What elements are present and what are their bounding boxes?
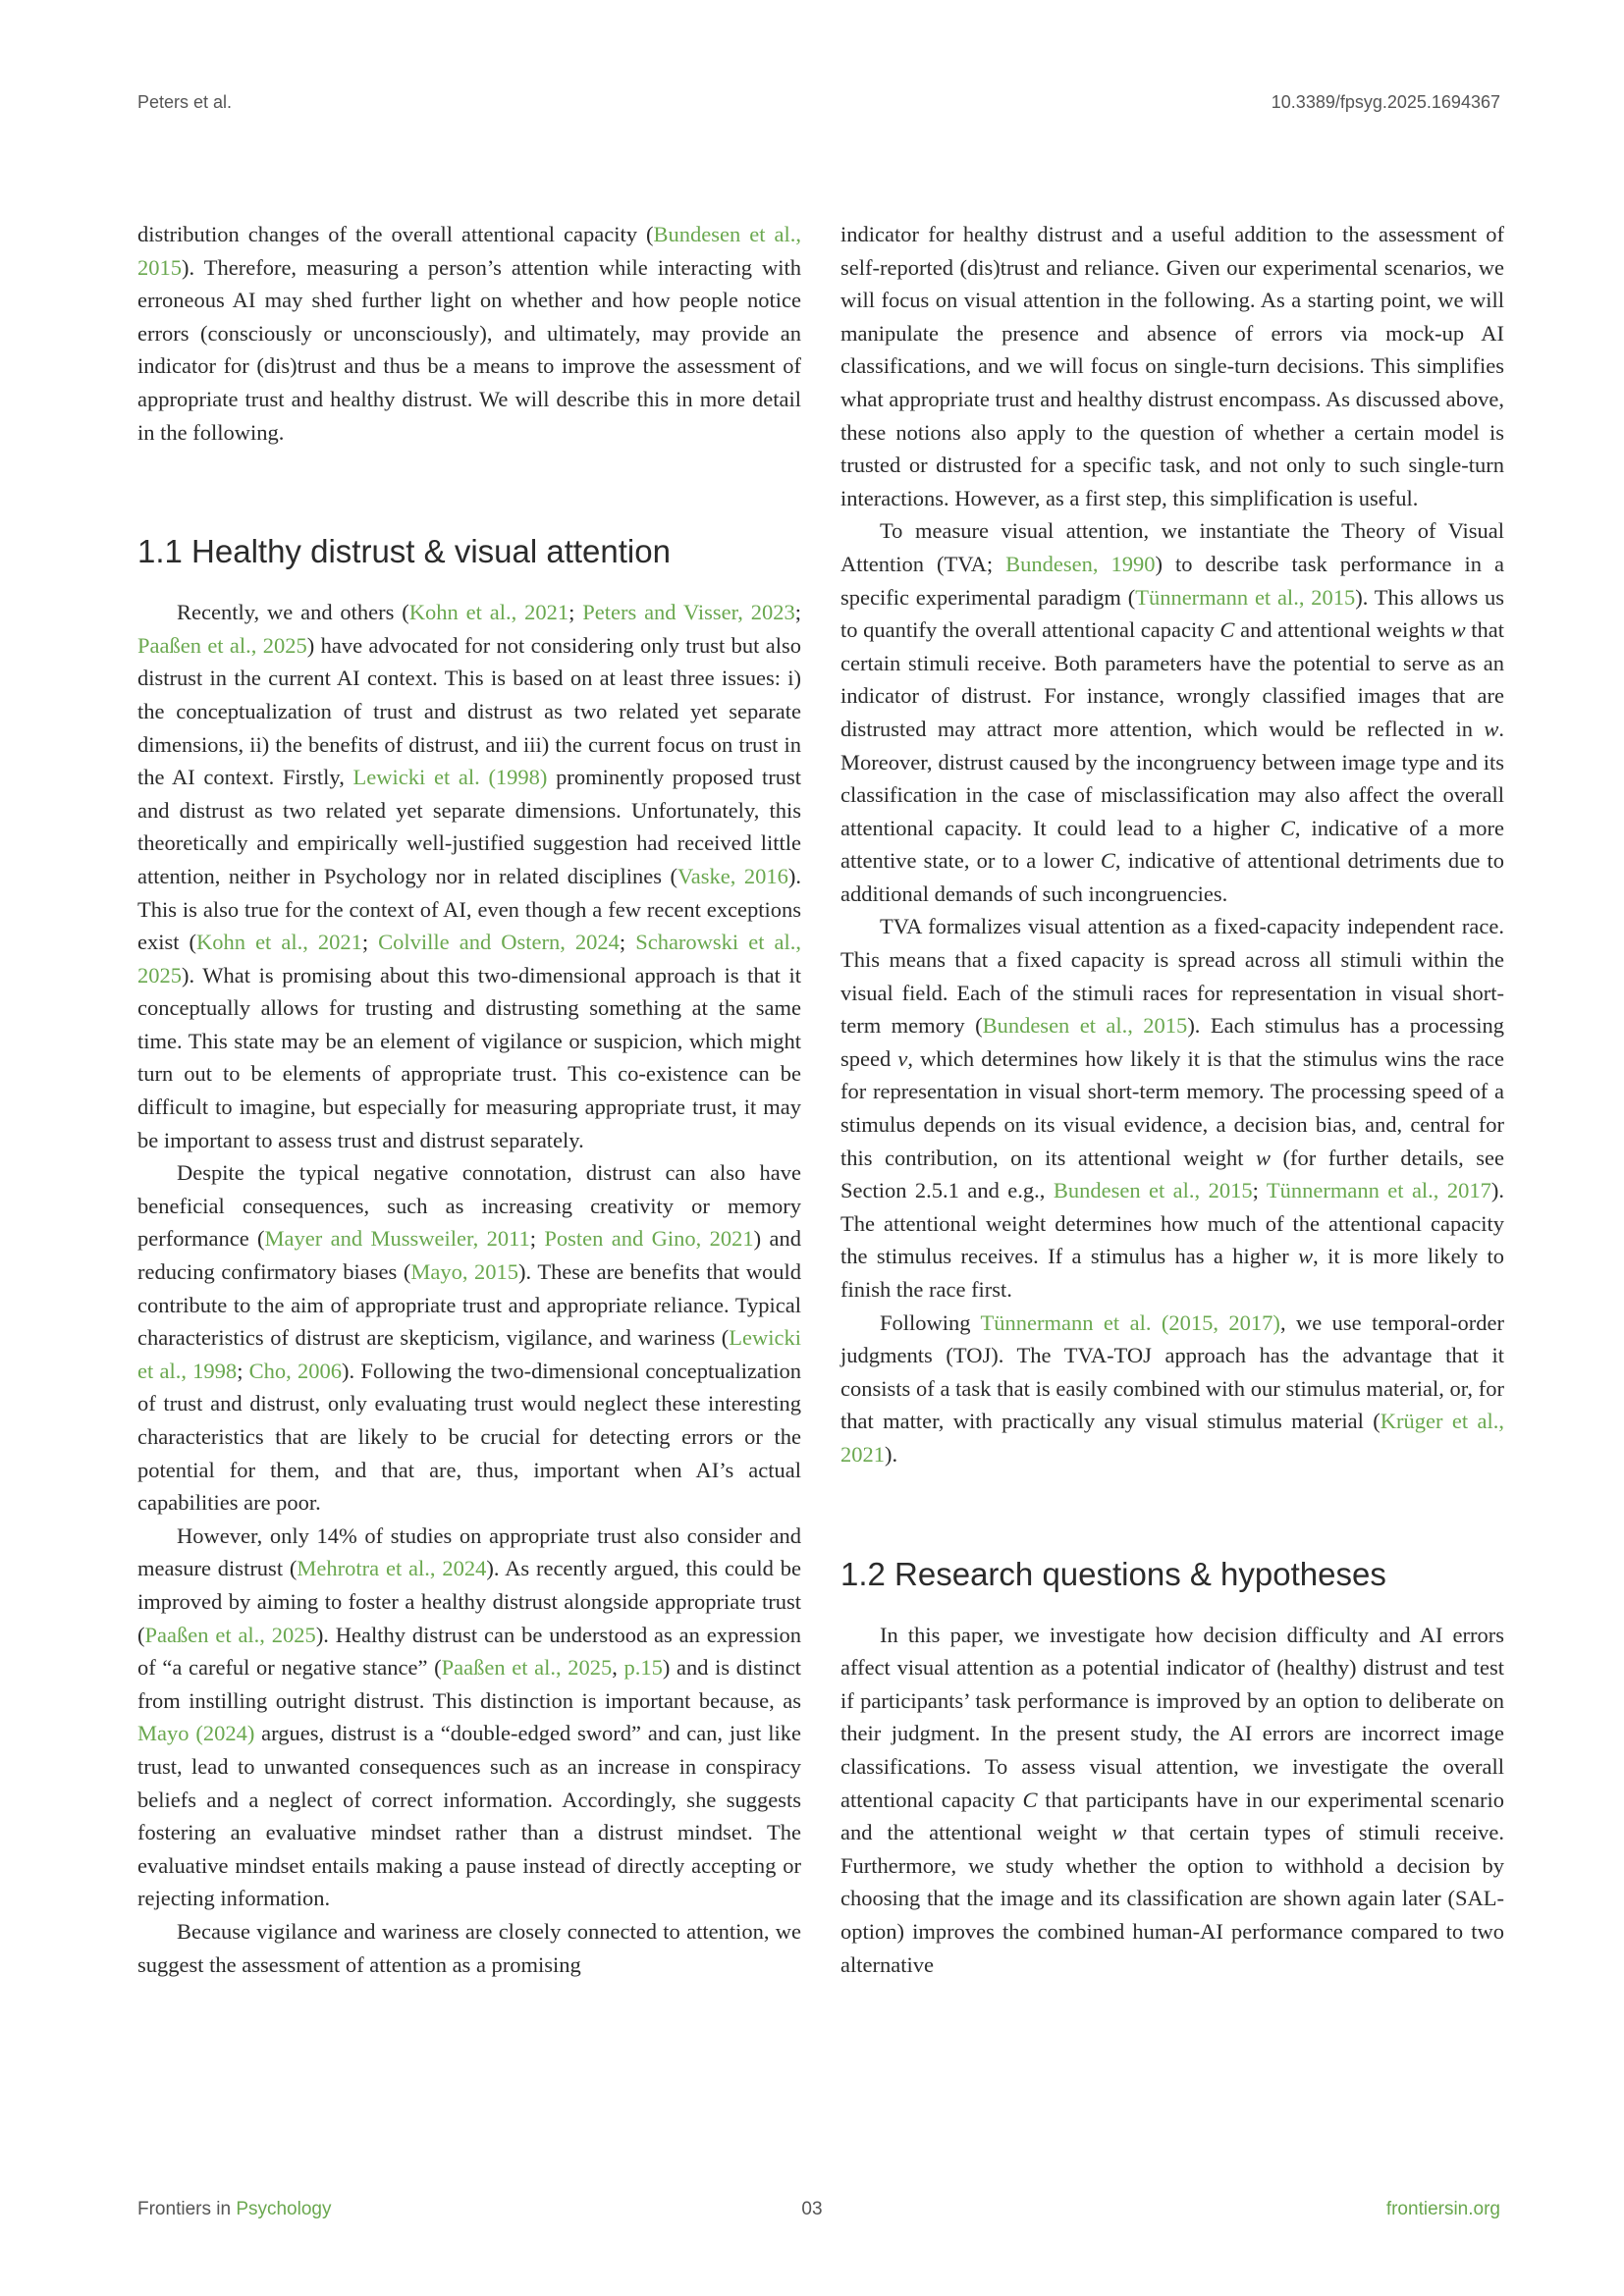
citation-link[interactable]: Bundesen et al., 2015 [1053, 1178, 1253, 1203]
page-number: 03 [801, 2199, 823, 2219]
paragraph-intro-continuation: distribution changes of the overall attentional capacity (Bundesen et al., 2015). Therefore, measuring a person’s attention while interacting with erroneous AI may shed further light on whether and how people notice errors (consciously or unconsciously), and ultimately, may provide an indicator for (dis)trust and thus be a means to improve the assessment of appropriate trust and healthy distrust. We will describe this in more detail in the following. [137, 222, 802, 445]
paragraph-tva-measurement: To measure visual attention, we instantiate the Theory of Visual Attention (TVA; Bundesen, 1990) to describe task performance in a specific experimental paradigm (Tünnermann et al., 2015). This allows us to quantify the overall attentional capacity C and attentional weights w that certain stimuli receive. Both parameters have the potential to serve as an indicator of distrust. For instance, wrongly classified images that are distrusted may attract more attention, which would be reflected in w. Moreover, distrust caused by the incongruency between image type and its classification in the case of misclassification may also affect the overall attentional capacity. It could lead to a higher C, indicative of a more attentive state, or to a lower C, indicative of attentional detriments due to additional demands of such incongruencies. [840, 518, 1505, 906]
running-header-doi[interactable]: 10.3389/fpsyg.2025.1694367 [1271, 92, 1500, 112]
citation-link[interactable]: Mayer and Mussweiler, 2011 [264, 1226, 530, 1252]
citation-link[interactable]: Tünnermann et al., 2015 [1135, 584, 1356, 610]
paragraph-distrust-benefits: Despite the typical negative connotation, distrust can also have beneficial consequences, such as increasing creativity or memory performance (Mayer and Mussweiler, 2011; Posten and Gino, 2021) and reducing confirmatory biases (Mayo, 2015). These are benefits that would contribute to the aim of appropriate trust and appropriate reliance. Typical characteristics of distrust are skepticism, vigilance, and wariness (Lewicki et al., 1998; Cho, 2006). Following the two-dimensional conceptualization of trust and distrust, only evaluating trust would neglect these interesting characteristics that are likely to be crucial for detecting errors or the potential for them, and that are, thus, important when AI’s actual capabilities are poor. [137, 1160, 801, 1516]
running-header-authors: Peters et al. [137, 92, 233, 112]
paragraph-healthy-distrust: However, only 14% of studies on appropriate trust also consider and measure distrust (Mehrotra et al., 2024). As recently argued, this could be improved by aiming to foster a healthy distrust alongside appropriate trust (Paaßen et al., 2025). Healthy distrust can be understood as an expression of “a careful or negative stance” (Paaßen et al., 2025, p.15) and is distinct from instilling outright distrust. This distinction is important because, as Mayo (2024) argues, distrust is a “double-edged sword” and can, just like trust, lead to unwanted consequences such as an increase in conspiracy beliefs and a neglect of correct information. Accordingly, she suggests fostering an evaluative mindset rather than a distrust mindset. The evaluative mindset entails making a pause instead of directly accepting or rejecting information. [137, 1522, 802, 1911]
citation-link[interactable]: Scharowski et al., 2025 [137, 930, 801, 988]
citation-link[interactable]: Bundesen, 1990 [1005, 551, 1156, 576]
citation-link[interactable]: Tünnermann et al., 2017 [1266, 1178, 1491, 1203]
citation-link[interactable]: Mayo, 2015 [410, 1259, 519, 1285]
section-heading-1-1: 1.1 Healthy distrust & visual attention [137, 533, 671, 570]
citation-link[interactable]: Lewicki et al., 1998 [137, 1325, 801, 1383]
paragraph-tva-race: TVA formalizes visual attention as a fixed-capacity independent race. This means that a fixed capacity is spread across all stimuli within the visual field. Each of the stimuli races for representation in visual short-term memory (Bundesen et al., 2015). Each stimulus has a processing speed v, which determines how likely it is that the stimulus wins the race for representation in visual short-term memory. The processing speed of a stimulus depends on its visual evidence, a decision bias, and, central for this contribution, on its attentional weight w (for further details, see Section 2.5.1 and e.g., Bundesen et al., 2015; Tünnermann et al., 2017). The attentional weight determines how much of the attentional capacity the stimulus receives. If a stimulus has a higher w, it is more likely to finish the race first. [840, 914, 1505, 1302]
citation-link[interactable]: p.15 [623, 1655, 663, 1681]
paragraph-research-questions: In this paper, we investigate how decision difficulty and AI errors affect visual attention as a potential indicator of (healthy) distrust and test if participants’ task performance is improved by an option to deliberate on their judgment. In the present study, the AI errors are incorrect image classifications. To assess visual attention, we investigate the overall attentional capacity C that participants have in our experimental scenario and the attentional weight w that certain types of stimuli receive. Furthermore, we study whether the option to withhold a decision by choosing that the image and its classification are shown again later (SAL-option) improves the combined human-AI performance compared to two alternative [840, 1622, 1504, 1977]
citation-link[interactable]: Krüger et al., 2021 [840, 1409, 1505, 1467]
citation-link[interactable]: Colville and Ostern, 2024 [378, 930, 620, 955]
section-heading-1-2: 1.2 Research questions & hypotheses [840, 1555, 1386, 1592]
footer-site-link[interactable]: frontiersin.org [1385, 2199, 1500, 2219]
paragraph-attention-indicator: Because vigilance and wariness are closely connected to attention, we suggest the assessment of attention as a promising [137, 1918, 801, 1977]
citation-link[interactable]: Cho, 2006 [248, 1358, 343, 1383]
citation-link[interactable]: Peters and Visser, 2023 [582, 600, 795, 625]
citation-link[interactable]: Tünnermann et al. (2015, 2017) [980, 1309, 1280, 1335]
citation-link[interactable]: Paaßen et al., 2025 [441, 1655, 613, 1681]
citation-link[interactable]: Kohn et al., 2021 [408, 600, 569, 625]
paragraph-distrust-dimensions: Recently, we and others (Kohn et al., 2021; Peters and Visser, 2023; Paaßen et al., 2025) have advocated for not considering only trust but also distrust in the current AI context. This is based on at least three issues: i) the conceptualization of trust and distrust as two related yet separate dimensions, ii) the benefits of distrust, and iii) the current focus on trust in the AI context. Firstly, Lewicki et al. (1998) prominently proposed trust and distrust as two related yet separate dimensions. Unfortunately, this theoretically and empirically well-justified suggestion had received little attention, neither in Psychology nor in related disciplines (Vaske, 2016). This is also true for the context of AI, even though a few recent exceptions exist (Kohn et al., 2021; Colville and Ostern, 2024; Scharowski et al., 2025). What is promising about this two-dimensional approach is that it conceptually allows for trusting and distrusting something at the same time. This state may be an element of vigilance or suspicion, which might turn out to be elements of appropriate trust. This co-existence can be difficult to imagine, but especially for measuring appropriate trust, it may be important to assess trust and distrust separately. [137, 600, 802, 1152]
citation-link[interactable]: Vaske, 2016 [677, 863, 788, 888]
citation-link[interactable]: Paaßen et al., 2025 [137, 632, 307, 658]
right-column [840, 218, 1504, 1981]
footer-journal: Frontiers in Psychology [137, 2199, 332, 2219]
citation-link[interactable]: Mayo (2024) [137, 1721, 255, 1746]
citation-link[interactable]: Mehrotra et al., 2024 [297, 1556, 487, 1581]
paragraph-healthy-distrust-indicator: indicator for healthy distrust and a useful addition to the assessment of self-reported (dis)trust and reliance. Given our experimental scenarios, we will focus on visual attention in the following. As a starting point, we will manipulate the presence and absence of errors via mock-up AI classifications, and we will focus on single-turn decisions. This simplifies what appropriate trust and healthy distrust encompass. As discussed above, these notions also apply to the question of whether a certain model is trusted or distrusted for a specific task, and not only to such single-turn interactions. However, as a first step, this simplification is useful. [840, 222, 1504, 510]
citation-link[interactable]: Posten and Gino, 2021 [544, 1226, 754, 1252]
citation-link[interactable]: Bundesen et al., 2015 [137, 222, 802, 280]
citation-link[interactable]: Paaßen et al., 2025 [144, 1622, 316, 1647]
footer-journal-name[interactable]: Psychology [236, 2199, 332, 2219]
citation-link[interactable]: Kohn et al., 2021 [196, 930, 362, 955]
paragraph-tva-toj: Following Tünnermann et al. (2015, 2017), we use temporal-order judgments (TOJ). The TVA-TOJ approach has the advantage that it consists of a task that is easily combined with our stimulus material, or, for that matter, with practically any visual stimulus material (Krüger et al., 2021). [840, 1309, 1505, 1467]
citation-link[interactable]: Lewicki et al. (1998) [352, 765, 548, 790]
left-column [137, 218, 801, 1981]
citation-link[interactable]: Bundesen et al., 2015 [982, 1013, 1188, 1039]
